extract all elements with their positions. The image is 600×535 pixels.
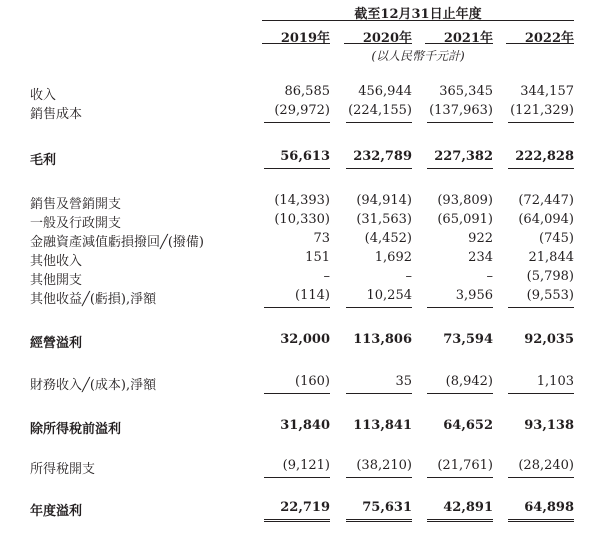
value-2021: 64,652 [443,418,493,433]
value-2022: (745) [539,231,574,246]
subtotal-rule [346,393,412,394]
value-2019: (9,121) [282,458,330,473]
row-other-expenses [0,269,600,287]
year-underline-2020 [344,43,412,44]
value-2022: 1,103 [536,374,574,389]
row-finance-income [0,374,600,392]
row-label: 財務收入╱(成本),淨額 [30,378,157,393]
value-2022: (5,798) [526,269,574,284]
row-label: 金融資產減值虧損撥回╱(撥備) [30,235,204,250]
subtotal-rule [427,168,493,169]
value-2019: 86,585 [284,84,330,99]
year-heading-2020: 2020年 [362,31,412,46]
value-2021: 365,345 [439,84,493,99]
value-2022: 222,828 [515,149,574,164]
year-heading-2021: 2021年 [443,31,493,46]
value-2021: 227,382 [434,149,493,164]
value-2022: (64,094) [518,212,574,227]
value-2019: (14,393) [274,193,330,208]
value-2020: 75,631 [362,500,412,515]
row-label: 銷售成本 [30,107,83,122]
value-2020: (224,155) [348,103,412,118]
value-2020: 1,692 [374,250,412,265]
value-2020: 232,789 [353,149,412,164]
row-profit-before-tax [0,418,600,436]
row-income-tax [0,458,600,476]
value-2019: 22,719 [280,500,330,515]
value-2020: (31,563) [356,212,412,227]
value-2021: 922 [468,231,493,246]
subtotal-rule [508,307,574,308]
value-2020: – [405,269,412,284]
row-label: 除所得稅前溢利 [30,422,122,437]
value-2022: 344,157 [520,84,574,99]
value-2021: 42,891 [443,500,493,515]
total-double-rule [427,519,493,523]
value-2020: (94,914) [356,193,412,208]
row-label: 收入 [30,88,57,103]
row-label: 毛利 [30,153,57,168]
subtotal-rule [508,122,574,123]
row-label: 銷售及營銷開支 [30,197,122,212]
value-2019: 32,000 [280,332,330,347]
row-impairment [0,231,600,249]
year-underline-2021 [425,43,493,44]
subtotal-rule [264,477,330,478]
value-2021: (137,963) [429,103,493,118]
subtotal-rule [346,477,412,478]
subtotal-rule [264,122,330,123]
row-operating-profit [0,332,600,350]
row-label: 其他開支 [30,273,83,288]
value-2021: 3,956 [455,288,493,303]
value-2019: 56,613 [280,149,330,164]
value-2022: (121,329) [510,103,574,118]
value-2020: 113,806 [353,332,412,347]
value-2020: 10,254 [366,288,412,303]
subtotal-rule [346,122,412,123]
value-2019: – [323,269,330,284]
row-admin-expenses [0,212,600,230]
row-other-gains [0,288,600,306]
subtotal-rule [427,122,493,123]
value-2019: 31,840 [280,418,330,433]
value-2019: (114) [295,288,330,303]
subtotal-rule [427,477,493,478]
value-2020: (38,210) [356,458,412,473]
subtotal-rule [427,307,493,308]
value-2021: (93,809) [437,193,493,208]
row-cost-of-sales [0,103,600,121]
year-heading-2019: 2019年 [280,31,330,46]
row-gross-profit [0,149,600,167]
table-header [0,0,600,70]
period-heading: 截至12月31日止年度 [354,7,482,22]
period-underline [262,20,574,21]
subtotal-rule [264,393,330,394]
value-2021: – [486,269,493,284]
value-2022: (72,447) [518,193,574,208]
subtotal-rule [427,393,493,394]
value-2019: 73 [313,231,330,246]
value-2022: (9,553) [526,288,574,303]
subtotal-rule [508,393,574,394]
year-underline-2019 [262,43,330,44]
value-2019: (160) [295,374,330,389]
unit-note: (以人民幣千元計) [371,49,465,63]
subtotal-rule [264,307,330,308]
value-2020: (4,452) [364,231,412,246]
subtotal-rule [346,168,412,169]
value-2019: (10,330) [274,212,330,227]
value-2021: (21,761) [437,458,493,473]
value-2020: 113,841 [353,418,412,433]
row-other-income [0,250,600,268]
value-2022: 93,138 [524,418,574,433]
row-label: 年度溢利 [30,504,83,519]
value-2022: 64,898 [524,500,574,515]
value-2022: 92,035 [524,332,574,347]
value-2020: 456,944 [358,84,412,99]
value-2019: 151 [305,250,330,265]
row-label: 一般及行政開支 [30,216,122,231]
row-revenue [0,84,600,102]
value-2020: 35 [395,374,412,389]
value-2022: (28,240) [518,458,574,473]
value-2021: 73,594 [443,332,493,347]
value-2021: (8,942) [445,374,493,389]
row-profit-for-year [0,500,600,518]
value-2022: 21,844 [528,250,574,265]
value-2021: (65,091) [437,212,493,227]
row-label: 其他收益╱(虧損),淨額 [30,292,157,307]
subtotal-rule [346,307,412,308]
total-double-rule [508,519,574,523]
value-2021: 234 [468,250,493,265]
row-label: 所得稅開支 [30,462,96,477]
row-label: 其他收入 [30,254,83,269]
year-heading-2022: 2022年 [524,31,574,46]
total-double-rule [264,519,330,523]
year-underline-2022 [506,43,574,44]
subtotal-rule [508,168,574,169]
row-label: 經營溢利 [30,336,83,351]
row-selling-expenses [0,193,600,211]
value-2019: (29,972) [274,103,330,118]
subtotal-rule [508,477,574,478]
subtotal-rule [264,168,330,169]
total-double-rule [346,519,412,523]
